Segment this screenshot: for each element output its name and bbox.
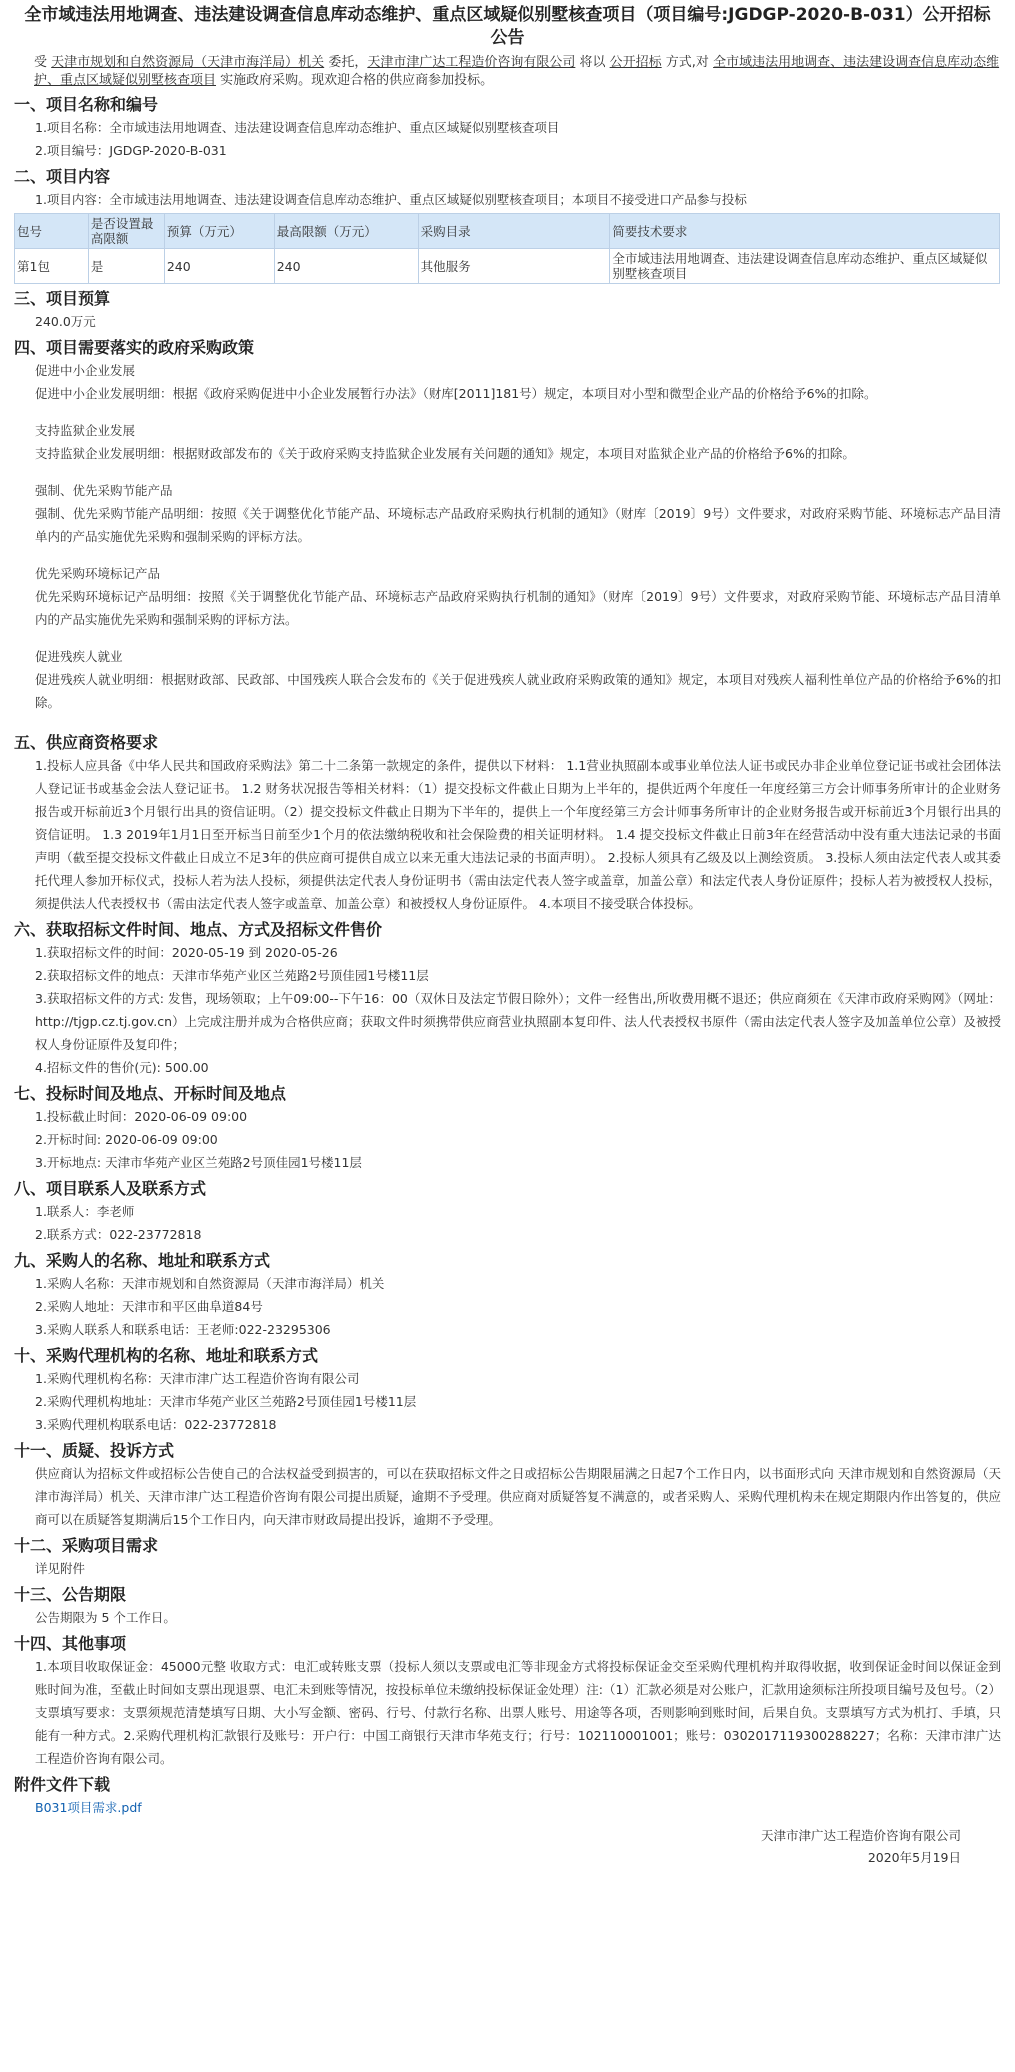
procurement-method: 公开招标 [609,55,662,70]
policy-title: 支持监狱企业发展 [35,423,136,438]
qualification-paragraph: 1.投标人应具备《中华人民共和国政府采购法》第二十二条第一款规定的条件，提供以下材料： 1.1营业执照副本或事业单位法人证书或民办非企业单位登记证书或社会团体法人登记证书或基金会法人登记证书。 1.2 财务状况报告等相关材料：（1）提交投标文件截止日期为上半年的，提供近两个年度任一年度经第三方会计师事务所审计的企业财务报告或开标前近3个月银行出具的资信证明。（2）提交投标文件截止日期为下半年的，提供上一个年度经第三方会计师事务所审计的企业财务报告或开标前近3个月银行出具的资信证明。 1.3 2019年1月1日至开标当日前至少1个月的依法缴纳税收和社会保险费的相关证明材料。 1.4 提交投标文件截止日前3年在经营活动中没有重大违法记录的书面声明（截至提交投标文件截止日成立不足3年的供应商可提供自成立以来无重大违法记录的书面声明）。 2.投标人须具有乙级及以上测绘资质。 3.投标人须由法定代表人或其委托代理人参加开标仪式，投标人若为法人投标，须提供法定代表人身份证明书（需由法定代表人签字或盖章，加盖公章）和法定代表人身份证原件；投标人若为被授权人投标，须提供法人代表授权书（需由法定代表人签字或盖章、加盖公章）和被授权人身份证原件。 4.本项目不接受联合体投标。 [35,758,1001,911]
table-cell: 240 [274,249,418,284]
table-header-cell: 简要技术要求 [610,214,1000,249]
page-title: 全市域违法用地调查、违法建设调查信息库动态维护、重点区域疑似别墅核查项目（项目编号:JGDGP-2020-B-031）公开招标公告 [24,5,991,48]
table-cell: 是 [88,249,164,284]
section-heading-11: 十一、质疑、投诉方式 [14,1441,175,1460]
attachments-heading: 附件文件下载 [14,1775,111,1794]
bid-deadline-line: 1.投标截止时间：2020-06-09 09:00 [35,1109,248,1124]
doc-method-paragraph: 3.获取招标文件的方式: 发售，现场领取；上午09:00--下午16：00（双休日及法定节假日除外）；文件一经售出,所收费用概不退还；供应商须在《天津市政府采购网》（网址：http://tjgp.cz.tj.gov.cn）上完成注册并成为合格供应商；获取文件时须携带供应商营业执照副本复印件、法人代表授权书原件（需由法定代表人签字及加盖单位公章）及被授权人身份证原件及复印件； [35,991,1001,1052]
contact-phone-line: 2.联系方式：022-23772818 [35,1227,202,1242]
table-header-cell: 最高限额（万元） [274,214,418,249]
footer-date: 2020年5月19日 [867,1850,961,1865]
attachment-link[interactable]: B031项目需求.pdf [35,1800,142,1815]
section-heading-4: 四、项目需要落实的政府采购政策 [14,338,255,357]
section-heading-1: 一、项目名称和编号 [14,95,159,114]
section-heading-2: 二、项目内容 [14,167,111,186]
policy-title: 促进残疾人就业 [35,649,123,664]
table-row [15,249,1000,284]
table-cell: 240 [164,249,274,284]
budget-line: 240.0万元 [35,314,96,329]
section-heading-14: 十四、其他事项 [14,1634,127,1653]
section-heading-6: 六、获取招标文件时间、地点、方式及招标文件售价 [14,920,383,939]
entrust-party: 天津市规划和自然资源局（天津市海洋局）机关 [51,55,325,70]
table-cell: 全市域违法用地调查、违法建设调查信息库动态维护、重点区域疑似别墅核查项目 [610,249,1000,284]
section-heading-3: 三、项目预算 [14,289,111,308]
opening-time-line: 2.开标时间: 2020-06-09 09:00 [35,1132,218,1147]
policy-detail: 强制、优先采购节能产品明细：按照《关于调整优化节能产品、环境标志产品政府采购执行机制的通知》（财库〔2019〕9号）文件要求，对政府采购节能、环境标志产品目清单内的产品实施优先采购和强制采购的评标方法。 [35,506,1001,544]
intro-text-4: 实施政府采购。现欢迎合格的供应商参加投标。 [220,73,494,88]
project-number-line: 2.项目编号：JGDGP-2020-B-031 [35,143,227,158]
agency-address-line: 2.采购代理机构地址：天津市华苑产业区兰苑路2号顶佳园1号楼11层 [35,1394,417,1409]
project-name-line: 1.项目名称：全市域违法用地调查、违法建设调查信息库动态维护、重点区域疑似别墅核查项目 [35,120,560,135]
section-heading-12: 十二、采购项目需求 [14,1536,159,1555]
section-heading-8: 八、项目联系人及联系方式 [14,1179,207,1198]
table-cell: 其他服务 [418,249,610,284]
section-heading-5: 五、供应商资格要求 [14,733,159,752]
intro-text-3: 方式,对 [665,55,709,70]
policy-title: 强制、优先采购节能产品 [35,483,173,498]
policy-detail: 优先采购环境标记产品明细：按照《关于调整优化节能产品、环境标志产品政府采购执行机制的通知》（财库〔2019〕9号）文件要求，对政府采购节能、环境标志产品目清单内的产品实施优先采购和强制采购的评标方法。 [35,589,1001,627]
doc-place-line: 2.获取招标文件的地点：天津市华苑产业区兰苑路2号顶佳园1号楼11层 [35,968,429,983]
intro-project-name: 全市域违法用地调查、违法建设调查信息库动态维护、重点区域疑似别墅核查项目 [34,55,1000,88]
section-heading-10: 十、采购代理机构的名称、地址和联系方式 [14,1346,319,1365]
doc-time-line: 1.获取招标文件的时间：2020-05-19 到 2020-05-26 [35,945,338,960]
policy-title: 促进中小企业发展 [35,363,136,378]
purchaser-name-line: 1.采购人名称：天津市规划和自然资源局（天津市海洋局）机关 [35,1276,385,1291]
intro-prefix: 受 [34,55,48,70]
complaint-paragraph: 供应商认为招标文件或招标公告使自己的合法权益受到损害的，可以在获取招标文件之日或招标公告期限届满之日起7个工作日内，以书面形式向 天津市规划和自然资源局（天津市海洋局）机关、天津市津广达工程造价咨询有限公司提出质疑，逾期不予受理。供应商对质疑答复不满意的，或者采购人、采购代理机构未在规定期限内作出答复的，供应商可以在质疑答复期满后15个工作日内，向天津市财政局提出投诉，逾期不予受理。 [35,1466,1001,1527]
policy-detail: 支持监狱企业发展明细：根据财政部发布的《关于政府采购支持监狱企业发展有关问题的通知》规定，本项目对监狱企业产品的价格给予6%的扣除。 [35,446,855,461]
agency-name-line: 1.采购代理机构名称：天津市津广达工程造价咨询有限公司 [35,1371,360,1386]
contact-person-line: 1.联系人：李老师 [35,1204,135,1219]
other-matters-paragraph: 1.本项目收取保证金：45000元整 收取方式：电汇或转账支票（投标人须以支票或电汇等非现金方式将投标保证金交至采购代理机构并取得收据，收到保证金时间以保证金到账时间为准，至截止时间如支票出现退票、电汇未到账等情况，按投标单位未缴纳投标保证金处理）注:（1）汇款必须是对公账户，汇款用途须标注所投项目编号及包号。（2）支票填写要求：支票须规范清楚填写日期、大小写金额、密码、行号、付款行名称、出票人账号、用途等各项，否则影响到账时间，后果自负。支票填写方式为机打、手填，只能有一种方式。2.采购代理机构汇款银行及账号：开户行：中国工商银行天津市华苑支行；行号：102110001001；账号：0302017119300288227；名称：天津市津广达工程造价咨询有限公司。 [35,1659,1001,1766]
doc-price-line: 4.招标文件的售价(元): 500.00 [35,1060,209,1075]
policy-detail: 促进残疾人就业明细：根据财政部、民政部、中国残疾人联合会发布的《关于促进残疾人就业政府采购政策的通知》规定，本项目对残疾人福利性单位产品的价格给予6%的扣除。 [35,672,1001,710]
section-heading-7: 七、投标时间及地点、开标时间及地点 [14,1084,287,1103]
purchaser-address-line: 2.采购人地址：天津市和平区曲阜道84号 [35,1299,263,1314]
table-header-cell: 是否设置最高限额 [88,214,164,249]
purchaser-contact-line: 3.采购人联系人和联系电话：王老师:022-23295306 [35,1322,331,1337]
package-table [14,213,1000,284]
requirements-line: 详见附件 [35,1561,86,1576]
intro-text-2: 将以 [579,55,606,70]
agency-name: 天津市津广达工程造价咨询有限公司 [367,55,576,70]
intro-text-1: 委托， [328,55,368,70]
agency-phone-line: 3.采购代理机构联系电话：022-23772818 [35,1417,277,1432]
project-content-line: 1.项目内容：全市域违法用地调查、违法建设调查信息库动态维护、重点区域疑似别墅核查项目；本项目不接受进口产品参与投标 [35,192,747,207]
announcement-page [0,4,1015,2072]
notice-period-line: 公告期限为 5 个工作日。 [35,1610,176,1625]
section-heading-13: 十三、公告期限 [14,1585,127,1604]
table-header-cell: 预算（万元） [164,214,274,249]
table-cell: 第1包 [15,249,89,284]
section-heading-9: 九、采购人的名称、地址和联系方式 [14,1251,271,1270]
table-header-cell: 包号 [15,214,89,249]
opening-place-line: 3.开标地点: 天津市华苑产业区兰苑路2号顶佳园1号楼11层 [35,1155,362,1170]
policy-title: 优先采购环境标记产品 [35,566,161,581]
policy-detail: 促进中小企业发展明细：根据《政府采购促进中小企业发展暂行办法》（财库[2011]181号）规定，本项目对小型和微型企业产品的价格给予6%的扣除。 [35,386,877,401]
table-header-row [15,214,1000,249]
table-header-cell: 采购目录 [418,214,610,249]
footer-organization: 天津市津广达工程造价咨询有限公司 [760,1828,961,1843]
intro-paragraph [14,54,1001,90]
